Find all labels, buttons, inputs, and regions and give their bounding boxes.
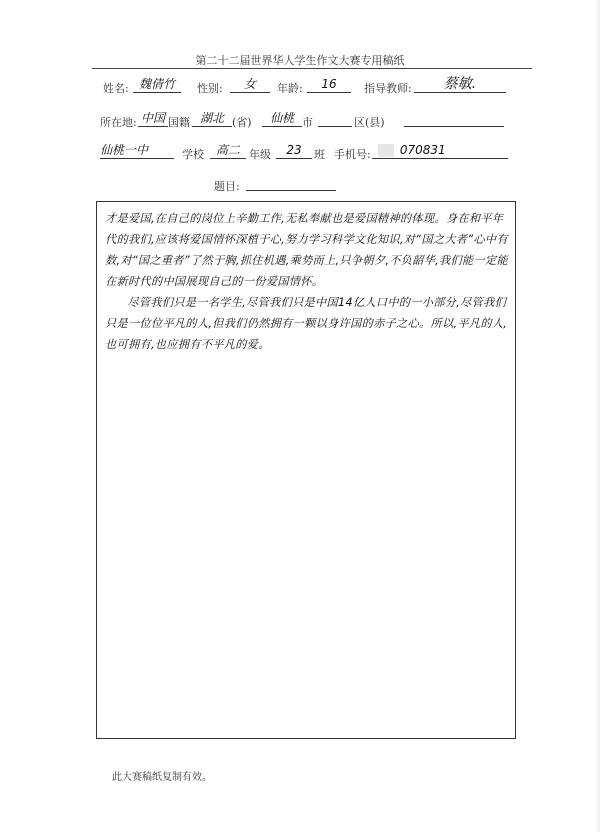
province-label: (省)	[232, 116, 252, 129]
topic-field[interactable]	[246, 174, 336, 191]
age-field[interactable]: 16	[307, 76, 351, 93]
location-label: 所在地:	[100, 116, 137, 129]
redaction-mark	[378, 144, 394, 157]
phone-digits: 070831	[399, 143, 446, 157]
essay-writing-area[interactable]	[96, 201, 516, 739]
grade-field[interactable]: 高二	[210, 142, 246, 159]
school-label: 学校	[182, 148, 204, 161]
essay-paragraph-1: 才是爱国,在自己的岗位上辛勤工作,无私奉献也是爱国精神的体现。身在和平年代的我们,应该将爱国情怀深植于心,努力学习科学文化知识,对“国之大者”心中有数,对“国之重者”了然于胸,抓住机遇,乘势而上,只争朝夕,不负韶华,我们能一定能在新时代的中国展现自己的一份爱国情怀。	[105, 212, 508, 288]
city-label: 市	[302, 116, 313, 129]
class-field[interactable]: 23	[276, 142, 312, 159]
footer-note: 此大赛稿纸复制有效。	[112, 772, 212, 783]
paper-edge	[594, 0, 600, 832]
province-field[interactable]: 湖北	[192, 110, 232, 127]
header-divider	[92, 68, 532, 69]
class-label: 班	[314, 148, 325, 161]
essay-text	[105, 208, 509, 355]
age-label: 年龄:	[277, 82, 303, 95]
teacher-field[interactable]: 蔡敏.	[414, 76, 506, 93]
phone-field[interactable]	[372, 142, 508, 159]
city-field[interactable]: 仙桃	[262, 110, 302, 127]
name-label: 姓名:	[103, 82, 129, 95]
essay-paragraph-2: 尽管我们只是一名学生,尽管我们只是中国14亿人口中的一小部分,尽管我们只是一位位平凡的人,但我们仍然拥有一颗以身许国的赤子之心。所以,平凡的人,也可拥有,也应拥有不平凡的爱。	[105, 296, 508, 351]
gender-label: 性别:	[197, 82, 223, 95]
district-field[interactable]	[318, 110, 352, 127]
nationality-label: 国籍	[168, 116, 190, 129]
gender-field[interactable]: 女	[230, 76, 270, 93]
form-title: 第二十二届世界华人学生作文大赛专用稿纸	[195, 54, 405, 67]
address-extra-field[interactable]	[404, 110, 504, 127]
district-label: 区(县)	[354, 116, 385, 129]
country-field[interactable]: 中国	[138, 110, 168, 127]
name-field[interactable]: 魏倩竹	[133, 76, 181, 93]
grade-label: 年级	[249, 148, 271, 161]
phone-label: 手机号:	[334, 148, 371, 161]
teacher-label: 指导教师:	[364, 82, 412, 95]
topic-label: 题目:	[214, 180, 240, 193]
school-field[interactable]: 仙桃一中	[100, 142, 174, 159]
